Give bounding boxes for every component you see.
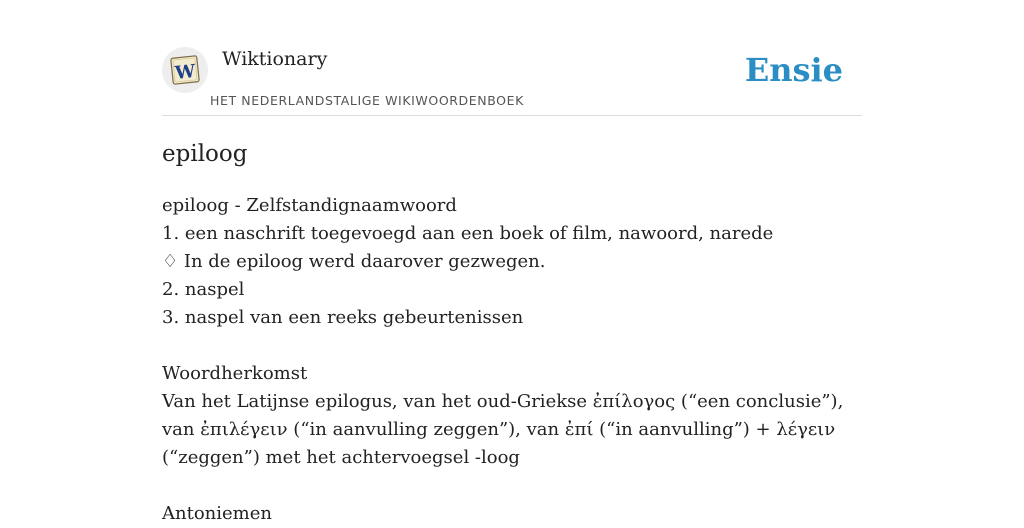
logo-tile-icon — [167, 52, 203, 88]
site-header — [162, 44, 862, 116]
definition-heading: epiloog - Zelfstandignaamwoord — [162, 195, 457, 216]
site-tagline: HET NEDERLANDSTALIGE WIKIWOORDENBOEK — [210, 93, 524, 108]
definition-item: 2. naspel — [162, 279, 245, 300]
antonyms-heading: Antoniemen — [162, 503, 272, 524]
entry-content — [162, 137, 862, 528]
example-sentence: ♢ In de epiloog werd daarover gezwegen. — [162, 251, 546, 272]
page-title: epiloog — [162, 141, 248, 167]
header-divider — [162, 115, 862, 116]
spacer — [162, 472, 862, 500]
entry-body — [162, 192, 862, 528]
definition-item: 3. naspel van een reeks gebeurtenissen — [162, 307, 524, 328]
etymology-text: Van het Latijnse epilogus, van het oud-Griekse ἐπίλογος (“een conclusie”), van ἐπιλέγειν (“in aanvulling zeggen”), van ἐπί (“in aanvulling”) + λέγειν (“zeggen”) met het achtervoegsel -loog — [162, 391, 844, 468]
ensie-brand-link[interactable]: Ensie — [744, 51, 843, 89]
logo-letter: W — [174, 60, 197, 84]
wiktionary-logo-icon[interactable] — [162, 47, 208, 93]
site-name[interactable]: Wiktionary — [222, 48, 328, 70]
definition-item: 1. een naschrift toegevoegd aan een boek of film, nawoord, narede — [162, 223, 774, 244]
spacer — [162, 332, 862, 360]
etymology-heading: Woordherkomst — [162, 363, 308, 384]
